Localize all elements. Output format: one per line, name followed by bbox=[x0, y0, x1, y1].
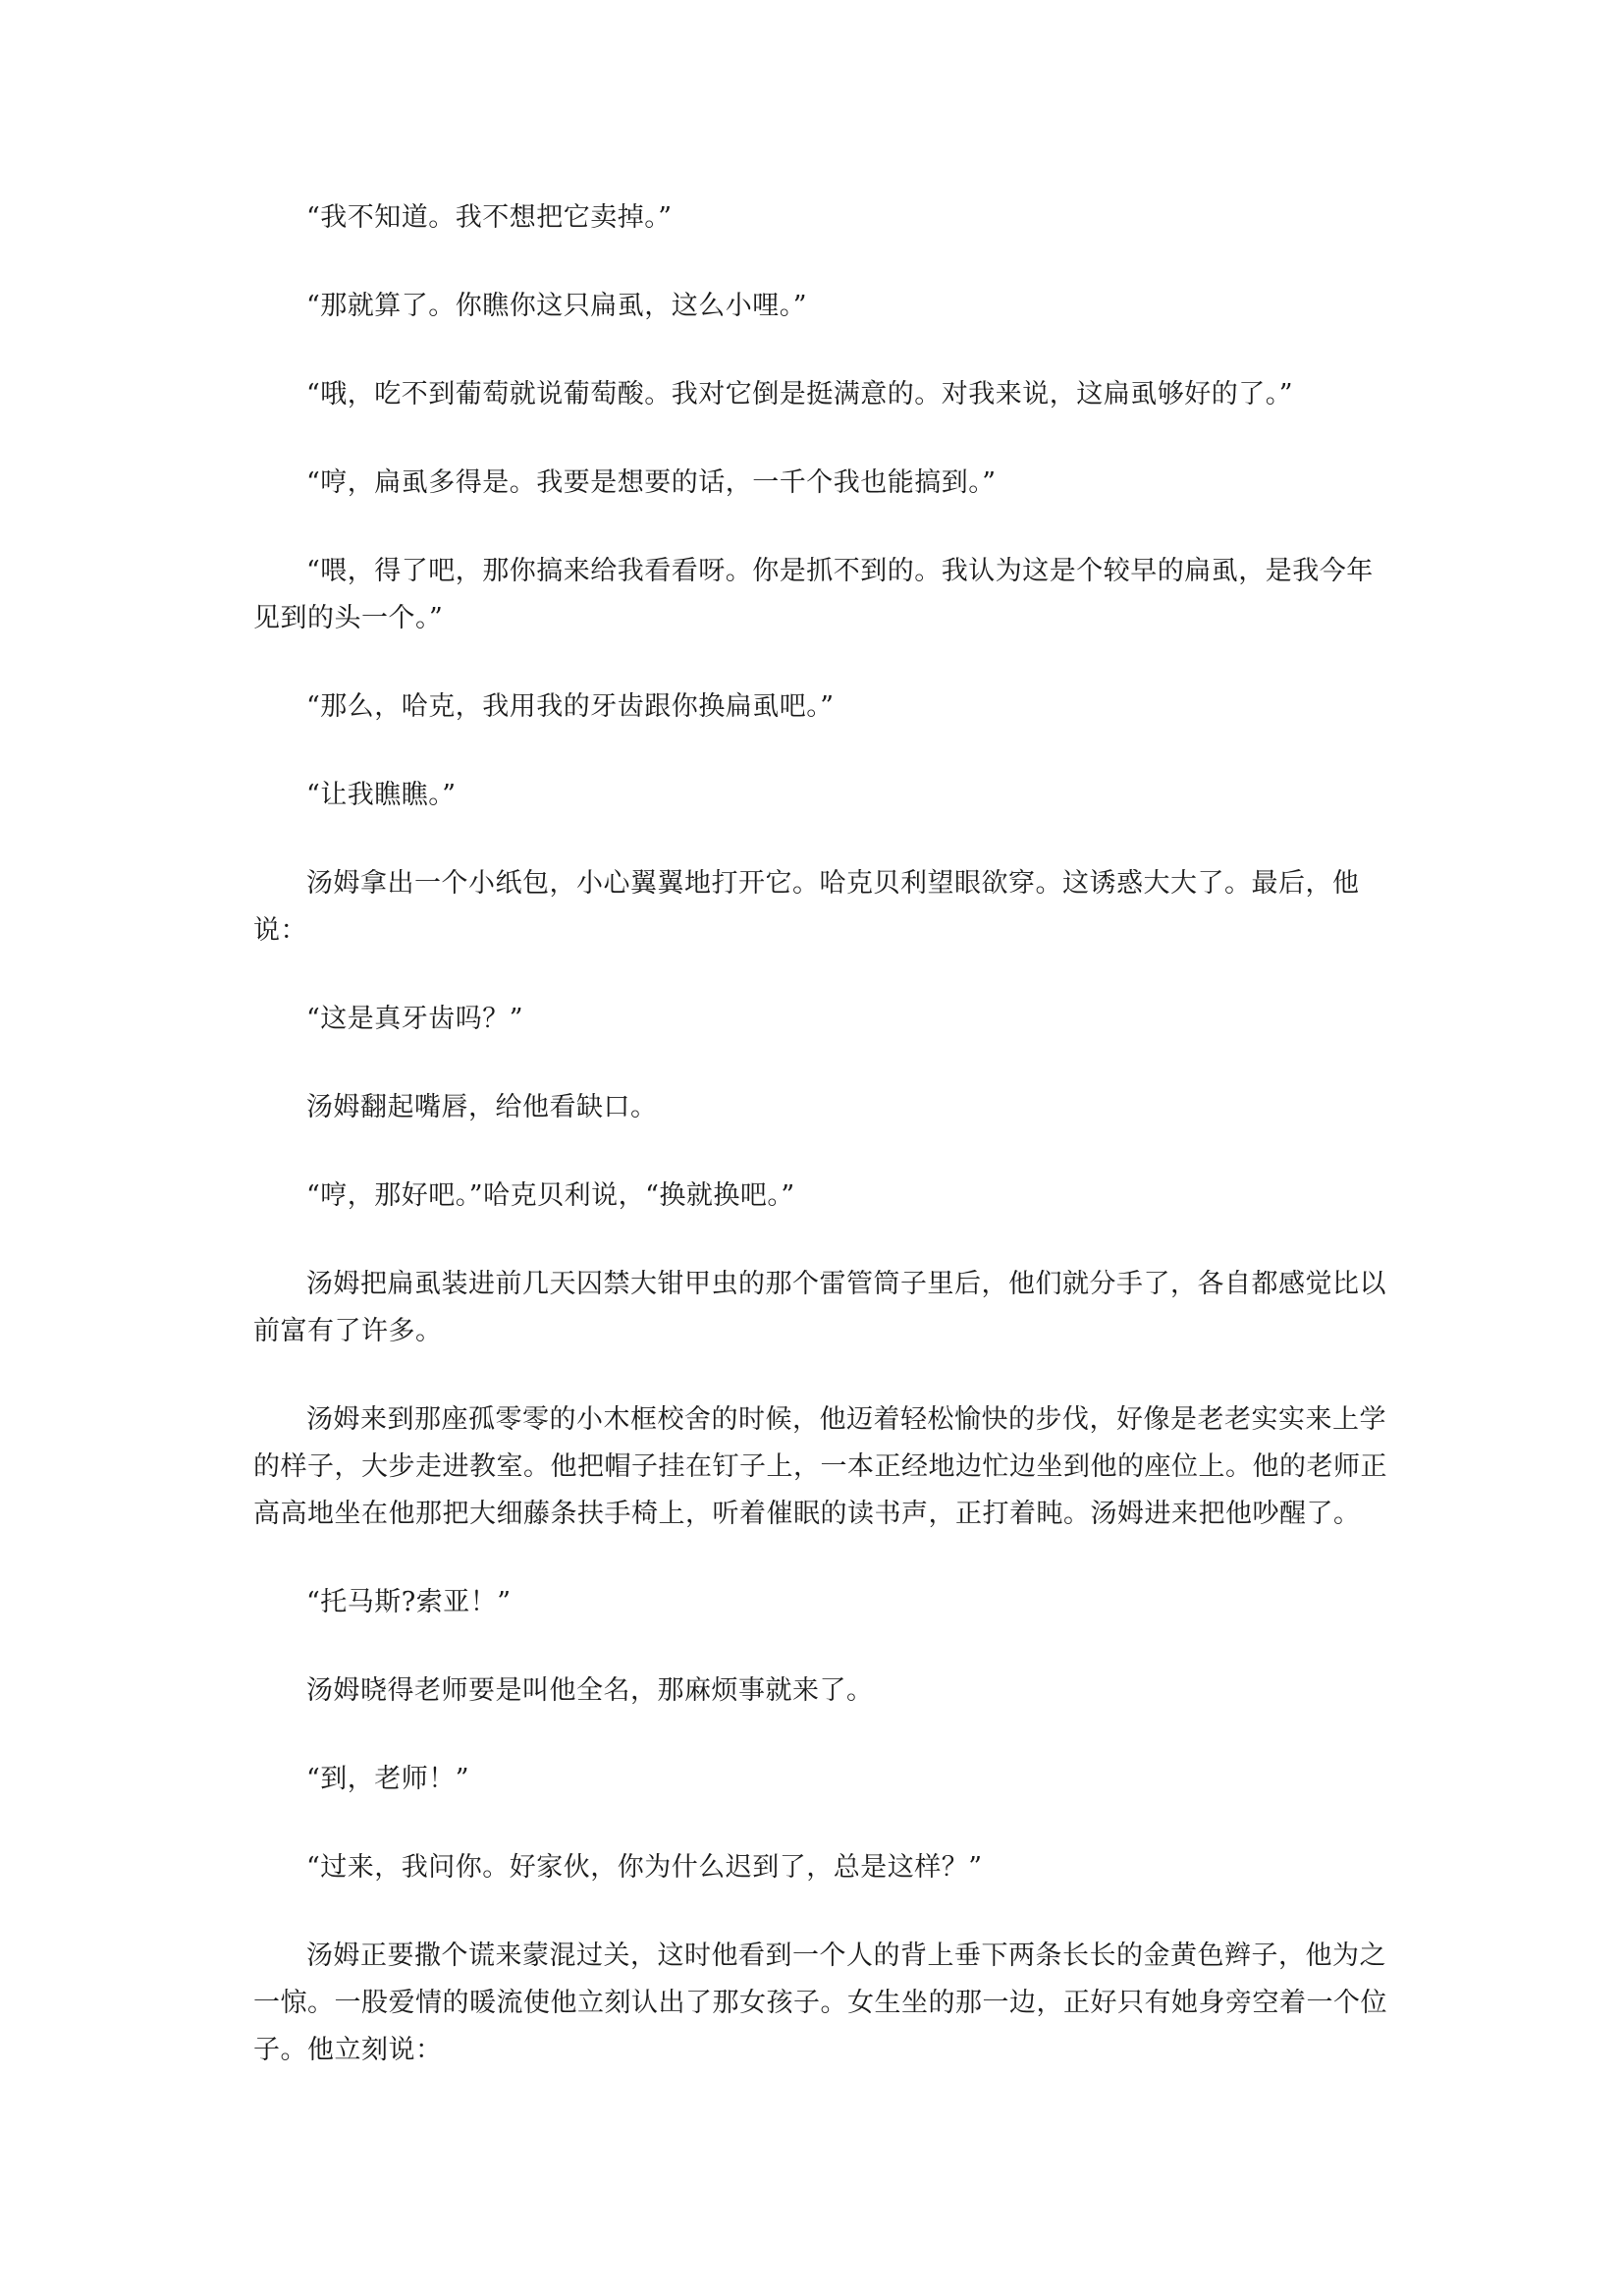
paragraph: “哼，那好吧。”哈克贝利说，“换就换吧。” bbox=[306, 1180, 795, 1211]
paragraph: “让我瞧瞧。” bbox=[306, 780, 457, 810]
paragraph: 汤姆把扁虱装进前几天囚禁大钳甲虫的那个雷管筒子里后，他们就分手了，各自都感觉比以前富有了许多。 bbox=[253, 1269, 1386, 1346]
paragraph: “喂，得了吧，那你搞来给我看看呀。你是抓不到的。我认为这是个较早的扁虱，是我今年见到的头一个。” bbox=[253, 556, 1374, 633]
paragraph: 汤姆晓得老师要是叫他全名，那麻烦事就来了。 bbox=[306, 1675, 874, 1706]
paragraph: “托马斯?索亚！” bbox=[306, 1587, 512, 1617]
paragraph: 汤姆来到那座孤零零的小木框校舍的时候，他迈着轻松愉快的步伐，好像是老老实实来上学的样子，大步走进教室。他把帽子挂在钉子上，一本正经地边忙边坐到他的座位上。他的老师正高高地坐在他那把大细藤条扶手椅上，听着催眠的读书声，正打着盹。汤姆进来把他吵醒了。 bbox=[253, 1404, 1387, 1529]
paragraph: “那么，哈克，我用我的牙齿跟你换扁虱吧。” bbox=[306, 691, 835, 722]
paragraph: “这是真牙齿吗？” bbox=[306, 1004, 524, 1034]
paragraph: 汤姆正要撒个谎来蒙混过关，这时他看到一个人的背上垂下两条长长的金黄色辫子，他为之一惊。一股爱情的暖流使他立刻认出了那女孩子。女生坐的那一边，正好只有她身旁空着一个位子。他立刻说： bbox=[253, 1941, 1387, 2065]
paragraph: “我不知道。我不想把它卖掉。” bbox=[306, 202, 673, 233]
paragraph: “哦，吃不到葡萄就说葡萄酸。我对它倒是挺满意的。对我来说，这扁虱够好的了。” bbox=[306, 379, 1294, 410]
paragraph: “那就算了。你瞧你这只扁虱，这么小哩。” bbox=[306, 291, 808, 321]
paragraph: “哼，扁虱多得是。我要是想要的话，一千个我也能搞到。” bbox=[306, 467, 997, 498]
paragraph: 汤姆翻起嘴唇，给他看缺口。 bbox=[306, 1092, 658, 1122]
paragraph: “到，老师！” bbox=[306, 1764, 470, 1794]
paragraph: “过来，我问你。好家伙，你为什么迟到了，总是这样？” bbox=[306, 1852, 983, 1883]
paragraph: 汤姆拿出一个小纸包，小心翼翼地打开它。哈克贝利望眼欲穿。这诱惑大大了。最后，他说： bbox=[253, 868, 1360, 946]
document-body bbox=[253, 194, 1394, 2115]
